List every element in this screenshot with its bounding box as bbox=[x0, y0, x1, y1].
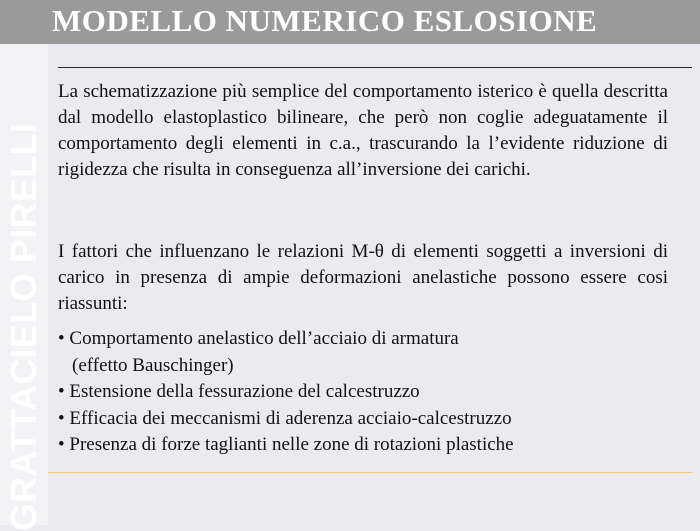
side-label: GRATTACIELO PIRELLI bbox=[3, 122, 44, 531]
bullet-item: • Comportamento anelastico dell’acciaio di armatura bbox=[58, 328, 459, 349]
bullet-item: • Efficacia dei meccanismi di aderenza acciaio-calcestruzzo bbox=[58, 407, 512, 429]
top-divider bbox=[58, 67, 692, 68]
paragraph-factors: I fattori che influenzano le relazioni M-θ di elementi soggetti a inversioni di carico in presenza di ampie deformazioni anelastiche possono essere cosi riassunti: bbox=[58, 241, 668, 314]
bottom-divider bbox=[48, 472, 692, 473]
title-bar bbox=[0, 0, 700, 44]
slide-title: MODELLO NUMERICO ESLOSIONE bbox=[52, 3, 598, 38]
paragraph-intro: La schematizzazione più semplice del comportamento isterico è quella descritta dal modello elastoplastico bilineare, che però non coglie adeguatamente il comportamento degli elementi in c.a., trascurando la l’evidente riduzione di rigidezza che risulta in conseguenza all’inversione dei carichi. bbox=[58, 81, 668, 180]
side-strip bbox=[0, 44, 48, 531]
bullet-list bbox=[58, 326, 678, 459]
bullet-item-continuation: (effetto Bauschinger) bbox=[72, 354, 234, 376]
bullet-item: • Presenza di forze taglianti nelle zone di rotazioni plastiche bbox=[58, 434, 514, 455]
bullet-item: • Estensione della fessurazione del calcestruzzo bbox=[58, 381, 420, 402]
